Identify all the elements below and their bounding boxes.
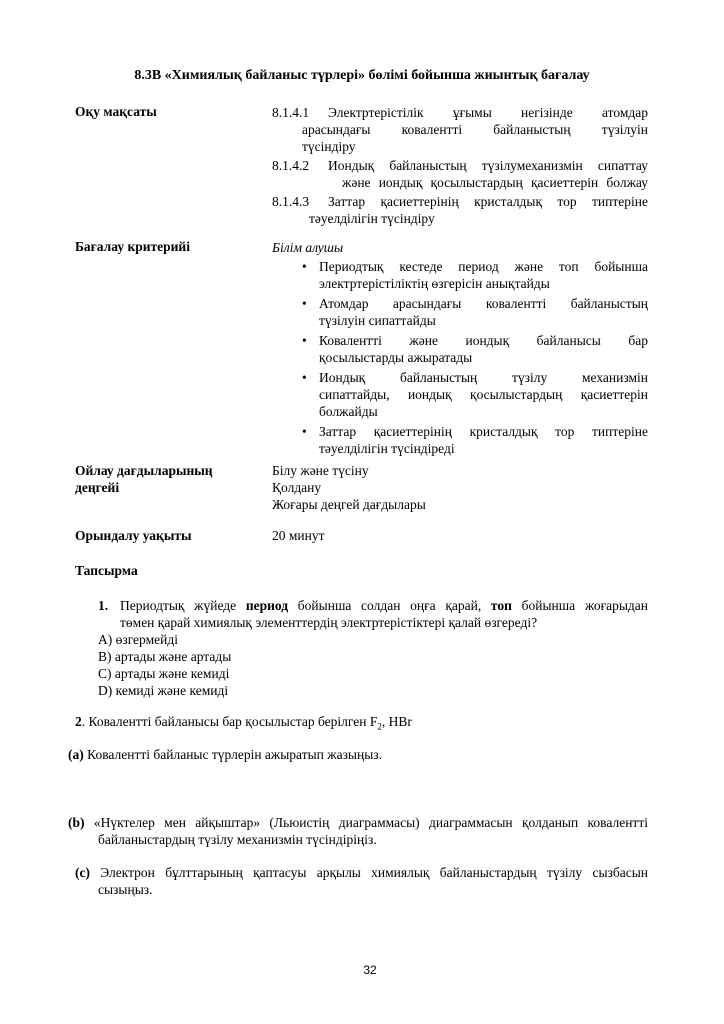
option-a: A) өзгермейді: [98, 632, 178, 647]
criteria-bullet: • Заттар қасиеттерінің кристалдық тор типтеріне тәуелділігін түсіндіреді: [272, 423, 648, 457]
criteria-bullet: • Периодтық кестеде период және топ бойынша электртерістіліктің өзгерісін анықтайды: [272, 258, 648, 292]
objective-code: 8.1.4.3: [272, 194, 310, 209]
objective-text: Электртерістілік ұғымы негізінде атомдар: [328, 105, 648, 120]
page-number: 32: [363, 963, 377, 977]
task-label: Тапсырма: [75, 563, 138, 578]
page-title: 8.3В «Химиялық байланыс түрлері» бөлімі бойынша жиынтық бағалау: [134, 68, 590, 83]
time-label: Орындалу уақыты: [75, 528, 192, 543]
objective-text: және иондық қосылыстардың қасиеттерін болжау: [342, 175, 648, 190]
thinking-level: Жоғары деңгей дағдылары: [272, 497, 426, 512]
objective-code: 8.1.4.2: [272, 158, 310, 173]
criteria-bullet: • Атомдар арасындағы ковалентті байланыстың түзілуін сипаттайды: [272, 295, 648, 329]
question-2b: (b) «Нүктелер мен айқыштар» (Льюистің диаграммасы) диаграммасын қолданып ковалентті байланыстардың түзілу механизмін түсіндіріңіз.: [68, 815, 648, 847]
objective-item: [272, 193, 648, 210]
objective-text: Заттар қасиеттерінің кристалдық тор типтеріне: [328, 194, 648, 209]
thinking-label: Ойлау дағдыларының деңгейі: [75, 463, 213, 495]
time-value: 20 минут: [272, 528, 325, 543]
criteria-subtitle: Білім алушы: [272, 240, 344, 255]
objective-text: арасындағы ковалентті байланыстың түзілуін: [302, 122, 648, 137]
thinking-level: Қолдану: [272, 480, 322, 495]
criteria-block: [272, 239, 648, 460]
option-b: B) артады және артады: [98, 649, 232, 664]
objective-item: [272, 157, 648, 174]
question-number: 1.: [98, 598, 109, 613]
thinking-level: Білу және түсіну: [272, 463, 369, 478]
thinking-levels: [272, 462, 648, 513]
question-2a: (a) Ковалентті байланыс түрлерін ажыратып жазыңыз.: [68, 747, 382, 762]
option-d: D) кемиді және кемиді: [98, 683, 229, 698]
objectives-label: Оқу мақсаты: [75, 104, 157, 119]
question-2c: (c) Электрон бұлттарының қаптасуы арқылы химиялық байланыстардың түзілу сызбасын сызыңыз.: [75, 865, 648, 897]
criteria-bullet: • Ковалентті және иондық байланысы бар қосылыстарды ажыратады: [272, 332, 648, 366]
q1-options: [98, 631, 231, 699]
objective-item: [272, 104, 648, 121]
criteria-label: Бағалау критерийі: [75, 239, 190, 254]
question-2: 2. Ковалентті байланысы бар қосылыстар берілген $F_2$, HBr: [75, 714, 412, 732]
objective-text: түсіндіру: [302, 139, 356, 154]
question-1: 1. Периодтық жүйеде период бойынша солдан оңға қарай, топ бойынша жоғарыдан төмен қарай химиялық элементтердің электртерістіктері қалай өзгереді?: [98, 598, 649, 630]
objective-text: Иондық байланыстың түзілумеханизмін сипаттау: [328, 158, 648, 173]
criteria-bullet: • Иондық байланыстың түзілу механизмін сипаттайды, иондық қосылыстардың қасиеттерін болжайды: [272, 369, 648, 420]
objectives-list: [272, 104, 648, 227]
option-c: C) артады және кемиді: [98, 666, 230, 681]
objective-code: 8.1.4.1: [272, 105, 310, 120]
objective-text: тәуелділігін түсіндіру: [309, 211, 435, 226]
question-text: төмен қарай химиялық элементтердің электртерістіктері қалай өзгереді?: [120, 615, 538, 630]
